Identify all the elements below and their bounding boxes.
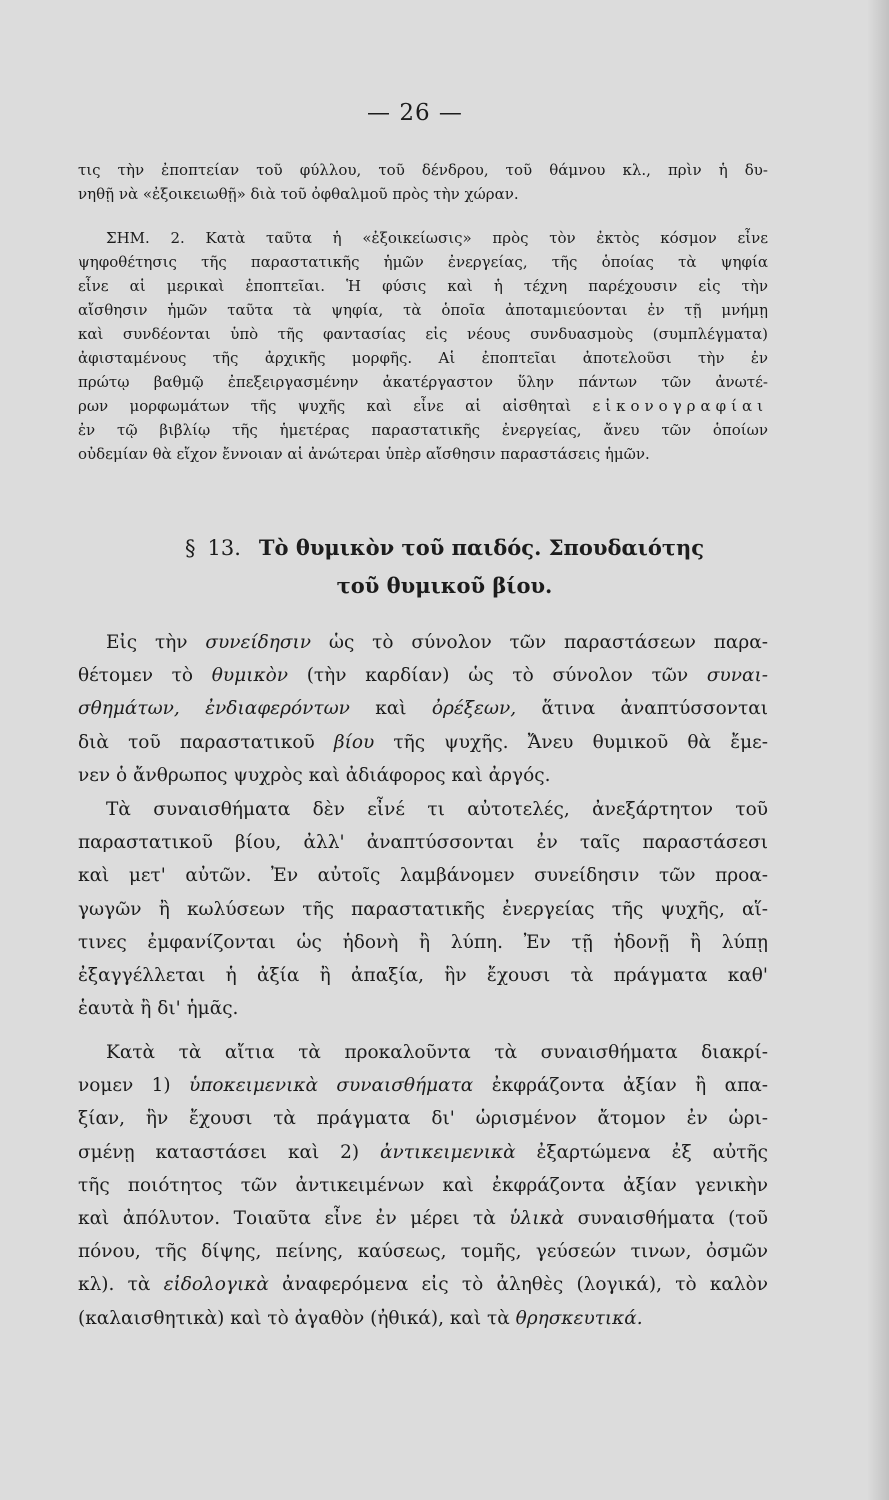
text-segment: ἐξαρτώμενα ἐξ αὐτῆς xyxy=(515,1141,768,1163)
text-line xyxy=(78,692,768,725)
text-line: τινες ἐμφανίζονται ὡς ἡδονὴ ἢ λύπη. Ἐν τῇ ἡδονῇ ἢ λύπῃ xyxy=(78,931,768,953)
text-segment: ἐκφράζοντα ἀξίαν ἢ απα- xyxy=(473,1075,768,1097)
section-heading xyxy=(0,535,889,560)
page-number: — 26 — xyxy=(367,100,463,126)
text-segment: ρων μορφωμάτων τῆς ψυχῆς καὶ εἶνε αἱ αἰσθηταὶ xyxy=(78,397,572,415)
italic-term: ἀντικειμενικὰ xyxy=(380,1141,516,1163)
text-segment: διὰ τοῦ παραστατικοῦ xyxy=(78,731,334,753)
text-line xyxy=(78,659,768,692)
text-line: εἶνε αἱ μερικαὶ ἐποπτεῖαι. Ἡ φύσις καὶ ἡ τέχνη παρέχουσιν εἰς τὴν xyxy=(78,277,768,295)
italic-term: ὀρέξεων, xyxy=(431,698,517,720)
section-sign: § xyxy=(184,536,196,560)
text-line: ἑαυτὰ ἢ δι' ἡμᾶς. xyxy=(78,998,239,1020)
text-line: οὐδεμίαν θὰ εἴχον ἔννοιαν αἱ ἀνώτεραι ὑπὲρ αἴσθησιν παραστάσεις ἡμῶν. xyxy=(78,445,650,463)
text-line: παραστατικοῦ βίου, ἀλλ' ἀναπτύσσονται ἐν ταῖς παραστάσεσι xyxy=(78,832,768,854)
text-line: γωγῶν ἢ κωλύσεων τῆς παραστατικῆς ἐνεργείας τῆς ψυχῆς, αἵ- xyxy=(78,898,768,920)
text-line: καὶ μετ' αὐτῶν. Ἐν αὐτοῖς λαμβάνομεν συνείδησιν τῶν προα- xyxy=(78,865,768,887)
text-line: νηθῇ νὰ «ἐξοικειωθῇ» διὰ τοῦ ὀφθαλμοῦ πρὸς τὴν χώραν. xyxy=(78,185,519,203)
text-line: ξίαν, ἣν ἔχουσι τὰ πράγματα δι' ὡρισμένον ἄτομον ἐν ὡρι- xyxy=(78,1108,768,1130)
text-line xyxy=(78,626,768,659)
text-segment: κλ). τὰ xyxy=(78,1274,164,1296)
section-heading-continued xyxy=(0,573,889,598)
italic-term: συναι- xyxy=(706,665,768,687)
text-line: Τὰ συναισθήματα δὲν εἶνέ τι αὐτοτελές, ἀνεξάρτητον τοῦ xyxy=(106,799,768,820)
note-paragraph xyxy=(78,226,768,466)
text-line: καὶ συνδέονται ὑπὸ τῆς φαντασίας εἰς νέους συνδυασμοὺς (συμπλέγματα) xyxy=(78,325,768,343)
italic-term: συνείδησιν xyxy=(205,632,312,653)
italic-term: σθημάτων, ἐνδιαφερόντων xyxy=(78,698,350,720)
text-segment: Εἰς τὴν xyxy=(106,632,206,653)
text-line: ἐξαγγέλλεται ἡ ἀξία ἢ ἀπαξία, ἣν ἔχουσι τὰ πράγματα καθ' xyxy=(78,964,768,986)
italic-term: ὑλικὰ xyxy=(509,1207,565,1229)
text-line xyxy=(78,1136,768,1169)
text-segment: συναισθήματα (τοῦ xyxy=(564,1207,768,1229)
italic-term: βίου xyxy=(333,731,375,753)
text-segment: νομεν 1) xyxy=(78,1075,190,1097)
heading-line-2: τοῦ θυμικοῦ βίου. xyxy=(336,573,553,598)
continuation-paragraph xyxy=(78,158,768,206)
text-line: τῆς ποιότητος τῶν ἀντικειμένων καὶ ἐκφράζοντα ἀξίαν γενικὴν xyxy=(78,1174,768,1196)
text-line: πρώτῳ βαθμῷ ἐπεξειργασμένην ἀκατέργαστον ὕλην πάντων τῶν ἀνωτέ- xyxy=(78,373,768,391)
text-segment: τῆς ψυχῆς. Ἄνευ θυμικοῦ θὰ ἔμε- xyxy=(374,731,768,753)
text-line xyxy=(78,1202,768,1235)
section-number: 13. xyxy=(207,536,241,560)
text-line xyxy=(78,726,768,759)
heading-line-1: Τὸ θυμικὸν τοῦ παιδός. Σπουδαιότης xyxy=(258,535,705,560)
italic-term: εἰδολογικὰ xyxy=(163,1274,269,1296)
text-line xyxy=(78,1268,768,1301)
text-segment: θέτομεν τὸ xyxy=(78,665,212,687)
text-line: Κατὰ τὰ αἴτια τὰ προκαλοῦντα τὰ συναισθήματα διακρί- xyxy=(106,1042,768,1063)
text-line: ψηφοθέτησις τῆς παραστατικῆς ἡμῶν ἐνεργείας, τῆς ὁποίας τὰ ψηφία xyxy=(78,253,768,271)
text-line: ΣΗΜ. 2. Κατὰ ταῦτα ἡ «ἐξοικείωσις» πρὸς τὸν ἐκτὸς κόσμον εἶνε xyxy=(106,229,768,247)
text-segment: σμένῃ καταστάσει καὶ 2) xyxy=(78,1141,381,1163)
paragraph-1 xyxy=(78,626,768,792)
text-segment: (καλαισθητικὰ) καὶ τὸ ἀγαθὸν (ἠθικά), καὶ τὰ xyxy=(78,1307,516,1329)
text-segment: (τὴν καρδίαν) ὡς τὸ σύνολον τῶν xyxy=(287,665,707,687)
text-line: νεν ὁ ἄνθρωπος ψυχρὸς καὶ ἀδιάφορος καὶ ἀργός. xyxy=(78,764,551,786)
text-segment: ἀναφερόμενα εἰς τὸ ἀληθὲς (λογικά), τὸ καλὸν xyxy=(268,1274,768,1296)
text-line xyxy=(78,394,768,418)
text-segment: ἅτινα ἀναπτύσσονται xyxy=(516,698,768,720)
italic-term: ὑποκειμενικὰ συναισθήματα xyxy=(189,1075,474,1097)
paragraph-2 xyxy=(78,793,768,1025)
text-line: αἴσθησιν ἡμῶν ταῦτα τὰ ψηφία, τὰ ὁποῖα ἀποταμιεύονται ἐν τῇ μνήμῃ xyxy=(78,301,768,319)
spaced-word: εἰκονογραφίαι xyxy=(592,397,768,415)
text-segment: καὶ xyxy=(349,698,432,720)
text-line xyxy=(78,1302,768,1335)
page-edge-shadow xyxy=(867,0,889,1500)
text-segment: ὡς τὸ σύνολον τῶν παραστάσεων παρα- xyxy=(311,632,768,653)
italic-term: θυμικὸν xyxy=(211,665,288,687)
text-segment: καὶ ἀπόλυτον. Τοιαῦτα εἶνε ἐν μέρει τὰ xyxy=(78,1207,510,1229)
paragraph-3 xyxy=(78,1036,768,1335)
text-line: πόνου, τῆς δίψης, πείνης, καύσεως, τομῆς, γεύσεών τινων, ὀσμῶν xyxy=(78,1241,768,1263)
text-line: ἐν τῷ βιβλίῳ τῆς ἡμετέρας παραστατικῆς ἐνεργείας, ἄνευ τῶν ὁποίων xyxy=(78,421,768,439)
text-line: ἀφισταμένους τῆς ἀρχικῆς μορφῆς. Αἱ ἐποπτεῖαι ἀποτελοῦσι τὴν ἐν xyxy=(78,349,768,367)
italic-term: θρησκευτικά. xyxy=(515,1307,643,1329)
text-line: τις τὴν ἐποπτείαν τοῦ φύλλου, τοῦ δένδρου, τοῦ θάμνου κλ., πρὶν ἡ δυ- xyxy=(78,161,768,179)
text-line xyxy=(78,1069,768,1102)
